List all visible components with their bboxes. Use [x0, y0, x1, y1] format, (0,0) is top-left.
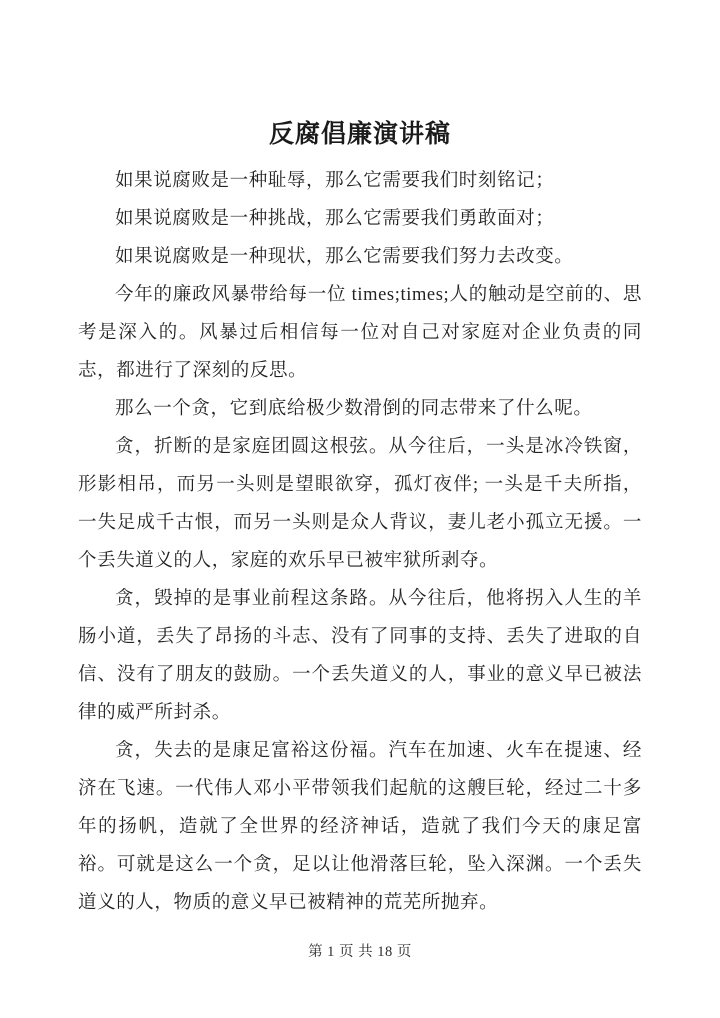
- document-body: [78, 118, 642, 922]
- paragraph-5: 那么一个贪，它到底给极少数滑倒的同志带来了什么呢。: [115, 399, 593, 419]
- paragraph-6: 贪，折断的是家庭团圆这根弦。从今往后，一头是冰冷铁窗，形影相吊，而另一头则是望眼欲穿，孤灯夜伴; 一头是千夫所指，一失足成千古恨，而另一头则是众人背议，妻儿老小孤立无援。一个丢失道义的人，家庭的欢乐早已被牢狱所剥夺。: [78, 437, 642, 571]
- paragraph-1: 如果说腐败是一种耻辱，那么它需要我们时刻铭记；: [115, 171, 555, 191]
- paragraph-2: 如果说腐败是一种挑战，那么它需要我们勇敢面对；: [115, 209, 555, 229]
- paragraph-3: 如果说腐败是一种现状，那么它需要我们努力去改变。: [115, 247, 574, 267]
- paragraph-8: 贪，失去的是康足富裕这份福。汽车在加速、火车在提速、经济在飞速。一代伟人邓小平带领我们起航的这艘巨轮，经过二十多年的扬帆，造就了全世界的经济神话，造就了我们今天的康足富裕。可就是这么一个贪，足以让他滑落巨轮，坠入深渊。一个丢失道义的人，物质的意义早已被精神的荒芜所抛弃。: [78, 741, 642, 913]
- page-title: 反腐倡廉演讲稿: [268, 121, 451, 148]
- paragraph-7: 贪，毁掉的是事业前程这条路。从今往后，他将拐入人生的羊肠小道，丢失了昂扬的斗志、没有了同事的支持、丢失了进取的自信、没有了朋友的鼓励。一个丢失道义的人，事业的意义早已被法律的威严所封杀。: [78, 589, 642, 723]
- paragraph-4: 今年的廉政风暴带给每一位 times;times;人的触动是空前的、思考是深入的。风暴过后相信每一位对自己对家庭对企业负责的同志，都进行了深刻的反思。: [78, 285, 642, 381]
- page-footer: 第 1 页 共 18 页: [308, 944, 412, 960]
